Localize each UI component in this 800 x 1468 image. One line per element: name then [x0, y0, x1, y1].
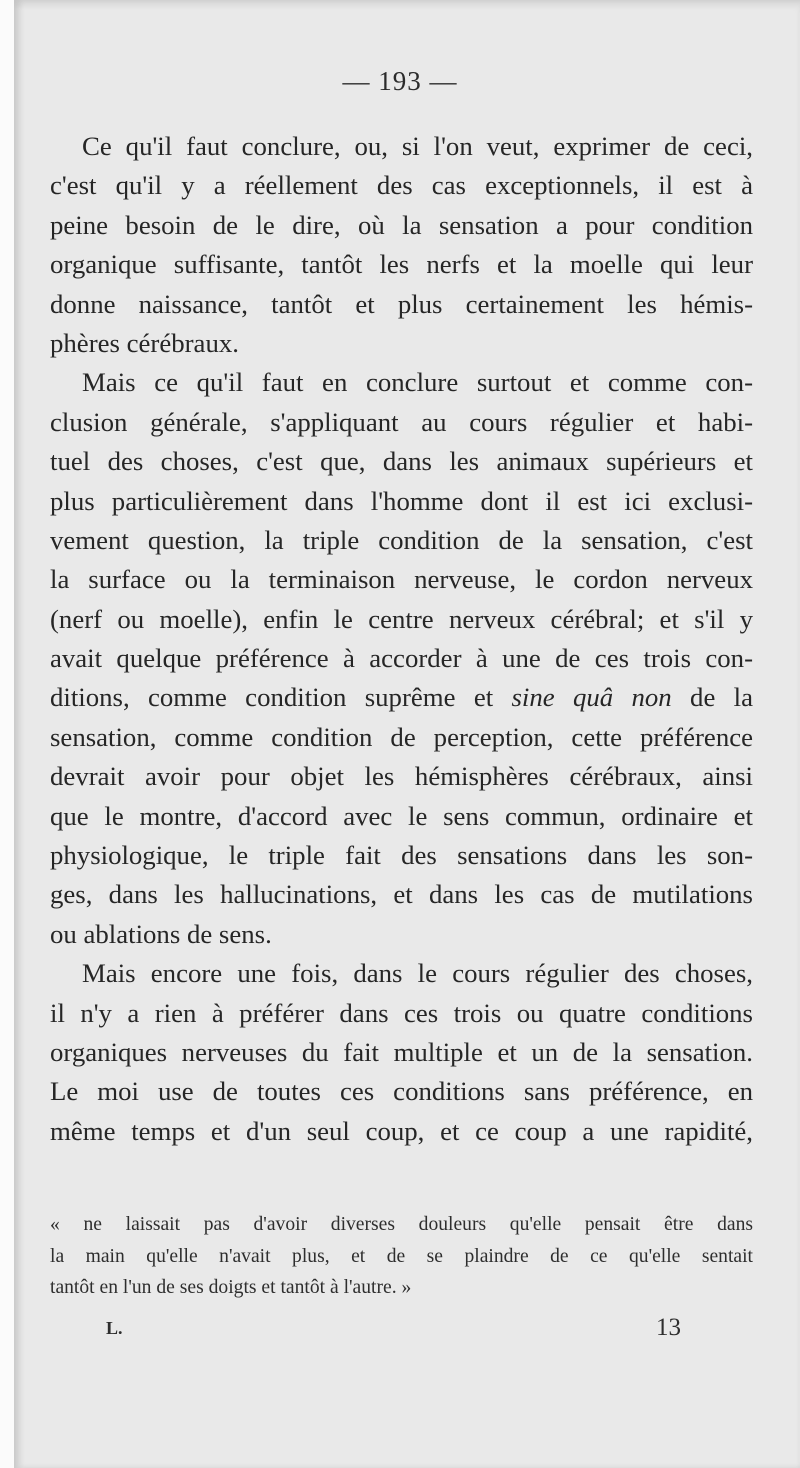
text-line: (nerf ou moelle), enfin le centre nerveux cérébral; et s'il y — [50, 603, 753, 634]
page-number: — 193 — — [342, 66, 458, 96]
text-line: physiologique, le triple fait des sensations dans les son- — [50, 840, 753, 871]
text-line: Ce qu'il faut conclure, ou, si l'on veut, exprimer de ceci, — [82, 131, 753, 161]
footnote — [50, 1209, 753, 1304]
text-line: ges, dans les hallucinations, et dans les cas de mutilations — [50, 879, 753, 910]
text-line: plus particulièrement dans l'homme dont il est ici exclusi- — [50, 485, 753, 516]
sheet-number: 13 — [656, 1314, 681, 1341]
signature-mark: L. — [106, 1318, 123, 1338]
text-line: tuel des choses, c'est que, dans les animaux supérieurs et — [50, 446, 753, 477]
text-line: avait quelque préférence à accorder à une de ces trois con- — [50, 643, 753, 674]
text-line: sensation, comme condition de perception, cette préférence — [50, 721, 753, 752]
text-line: c'est qu'il y a réellement des cas exceptionnels, il est à — [50, 170, 753, 201]
body-text — [50, 127, 753, 1151]
text-line: Mais encore une fois, dans le cours régulier des choses, — [82, 958, 753, 989]
text-line: clusion générale, s'appliquant au cours régulier et habi- — [50, 406, 753, 437]
text-line: la surface ou la terminaison nerveuse, le cordon nerveux — [50, 564, 753, 595]
footnote-line: « ne laissait pas d'avoir diverses douleurs qu'elle pensait être dans — [50, 1214, 753, 1235]
text-line: peine besoin de le dire, où la sensation a pour condition — [50, 209, 753, 240]
text-line: que le montre, d'accord avec le sens commun, ordinaire et — [50, 800, 753, 831]
text-line: il n'y a rien à préférer dans ces trois ou quatre conditions — [50, 997, 753, 1028]
text-line: ou ablations de sens. — [50, 918, 272, 949]
text-line: même temps et d'un seul coup, et ce coup a une rapidité, — [50, 1115, 753, 1146]
text-line: devrait avoir pour objet les hémisphères cérébraux, ainsi — [50, 761, 753, 792]
footnote-line: tantôt en l'un de ses doigts et tantôt à l'autre. » — [50, 1277, 412, 1298]
text-line: organiques nerveuses du fait multiple et un de la sensation. — [50, 1036, 753, 1067]
footnote-line: la main qu'elle n'avait plus, et de se plaindre de ce qu'elle sentait — [50, 1245, 753, 1267]
scan-margin — [0, 0, 14, 1468]
text-line: vement question, la triple condition de la sensation, c'est — [50, 524, 753, 555]
text-line: phères cérébraux. — [50, 327, 239, 358]
text-line: Mais ce qu'il faut en conclure surtout et comme con- — [82, 367, 753, 398]
text-line: donne naissance, tantôt et plus certainement les hémis- — [50, 288, 753, 319]
latin-phrase: sine quâ non — [511, 682, 672, 713]
text-line: ditions, comme condition suprême et sine quâ non de la — [50, 682, 753, 713]
text-line: organique suffisante, tantôt les nerfs et la moelle qui leur — [50, 249, 753, 280]
text-line: Le moi use de toutes ces conditions sans préférence, en — [50, 1076, 753, 1107]
